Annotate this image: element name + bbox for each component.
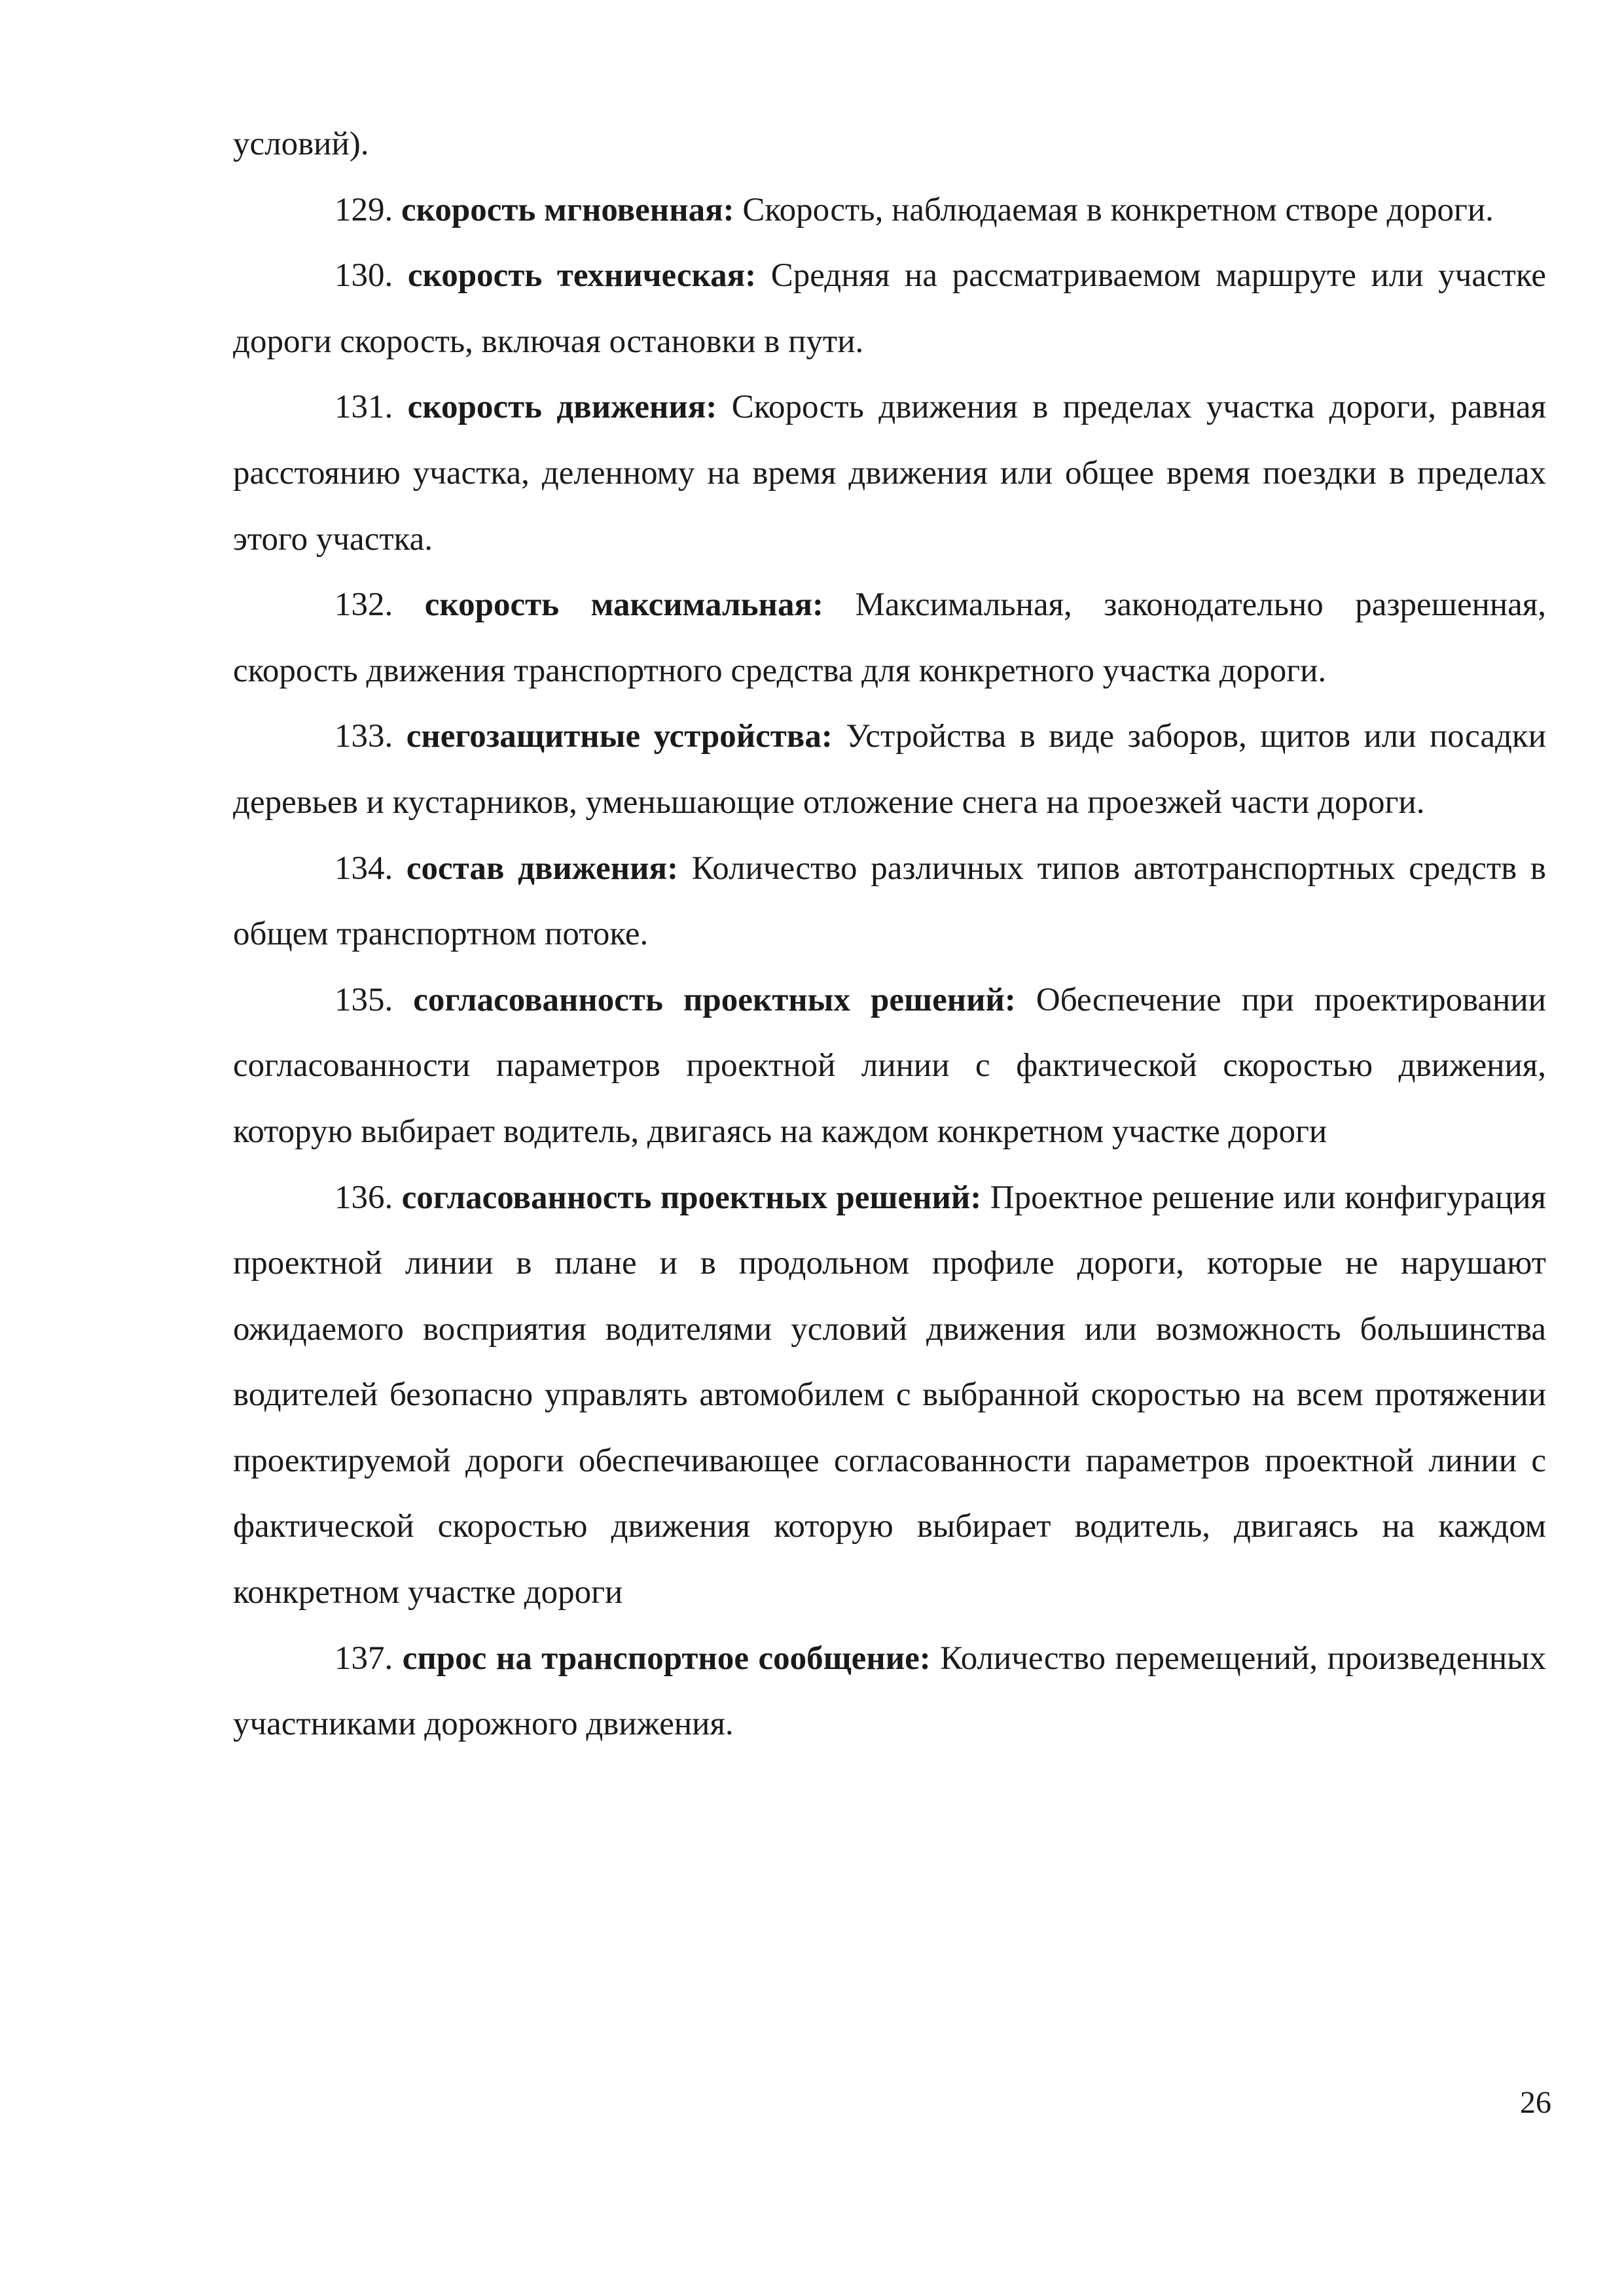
- entry-number: 137.: [334, 1640, 393, 1677]
- entry-number: 133.: [334, 718, 393, 755]
- entry-number: 129.: [334, 191, 393, 228]
- entry-term: скорость движения:: [407, 389, 717, 426]
- entry-definition: Проектное решение или конфигурация проектной линии в плане и в продольном профиле дороги, которые не нарушают ожидаемого восприятия водителями условий движения или возможность большинства водителей безопасно управлять автомобилем с выбранной скоростью на всем протяжении проектируемой дороги обеспечивающее согласованности параметров проектной линии с фактической скоростью движения которую выбирает водитель, двигаясь на каждом конкретном участке дороги: [233, 1179, 1546, 1611]
- entry-term: состав движения:: [406, 850, 679, 887]
- page-number: 26: [1520, 2085, 1551, 2120]
- entry-definition: Количество различных типов автотранспортных средств в общем транспортном потоке.: [233, 850, 1546, 953]
- glossary-entry-132: [233, 572, 1546, 704]
- entry-definition: Максимальная, законодательно разрешенная, скорость движения транспортного средства для конкретного участка дороги.: [233, 586, 1547, 689]
- entry-number: 130.: [334, 257, 393, 295]
- entry-term: согласованность проектных решений:: [401, 1179, 982, 1216]
- entry-definition: Скорость движения в пределах участка дороги, равная расстоянию участка, деленному на время движения или общее время поездки в пределах этого участка.: [233, 389, 1547, 558]
- entry-definition: Количество перемещений, произведенных участниками дорожного движения.: [233, 1640, 1546, 1743]
- entry-term: снегозащитные устройства:: [406, 718, 833, 755]
- entry-number: 135.: [334, 981, 393, 1018]
- continuation-text: условий).: [233, 126, 369, 162]
- entry-term: скорость мгновенная:: [401, 191, 734, 228]
- entry-term: скорость максимальная:: [424, 586, 824, 624]
- glossary-entry-136: [233, 1165, 1546, 1626]
- glossary-entry-134: [233, 836, 1546, 967]
- entry-term: спрос на транспортное сообщение:: [402, 1640, 931, 1677]
- entry-number: 131.: [334, 389, 393, 426]
- glossary-entry-137: [233, 1626, 1546, 1757]
- glossary-entry-135: [233, 967, 1546, 1165]
- entry-term: согласованность проектных решений:: [413, 981, 1016, 1018]
- entry-definition: Скорость, наблюдаемая в конкретном створе дороги.: [742, 191, 1494, 228]
- entry-definition: Обеспечение при проектировании согласованности параметров проектной линии с фактической скоростью движения, которую выбирает водитель, двигаясь на каждом конкретном участке дороги: [233, 981, 1546, 1150]
- entry-definition: Устройства в виде заборов, щитов или посадки деревьев и кустарников, уменьшающие отложение снега на проезжей части дороги.: [233, 718, 1546, 821]
- entry-number: 136.: [334, 1179, 393, 1216]
- glossary-entry-130: [233, 243, 1546, 374]
- document-page: [233, 111, 1546, 1757]
- entry-definition: Средняя на рассматриваемом маршруте или участке дороги скорость, включая остановки в пути.: [233, 257, 1547, 360]
- glossary-entry-131: [233, 374, 1546, 572]
- glossary-entry-133: [233, 704, 1546, 835]
- entry-term: скорость техническая:: [407, 257, 757, 295]
- glossary-entry-129: [233, 177, 1546, 243]
- entry-number: 134.: [334, 850, 393, 887]
- entry-number: 132.: [334, 586, 393, 624]
